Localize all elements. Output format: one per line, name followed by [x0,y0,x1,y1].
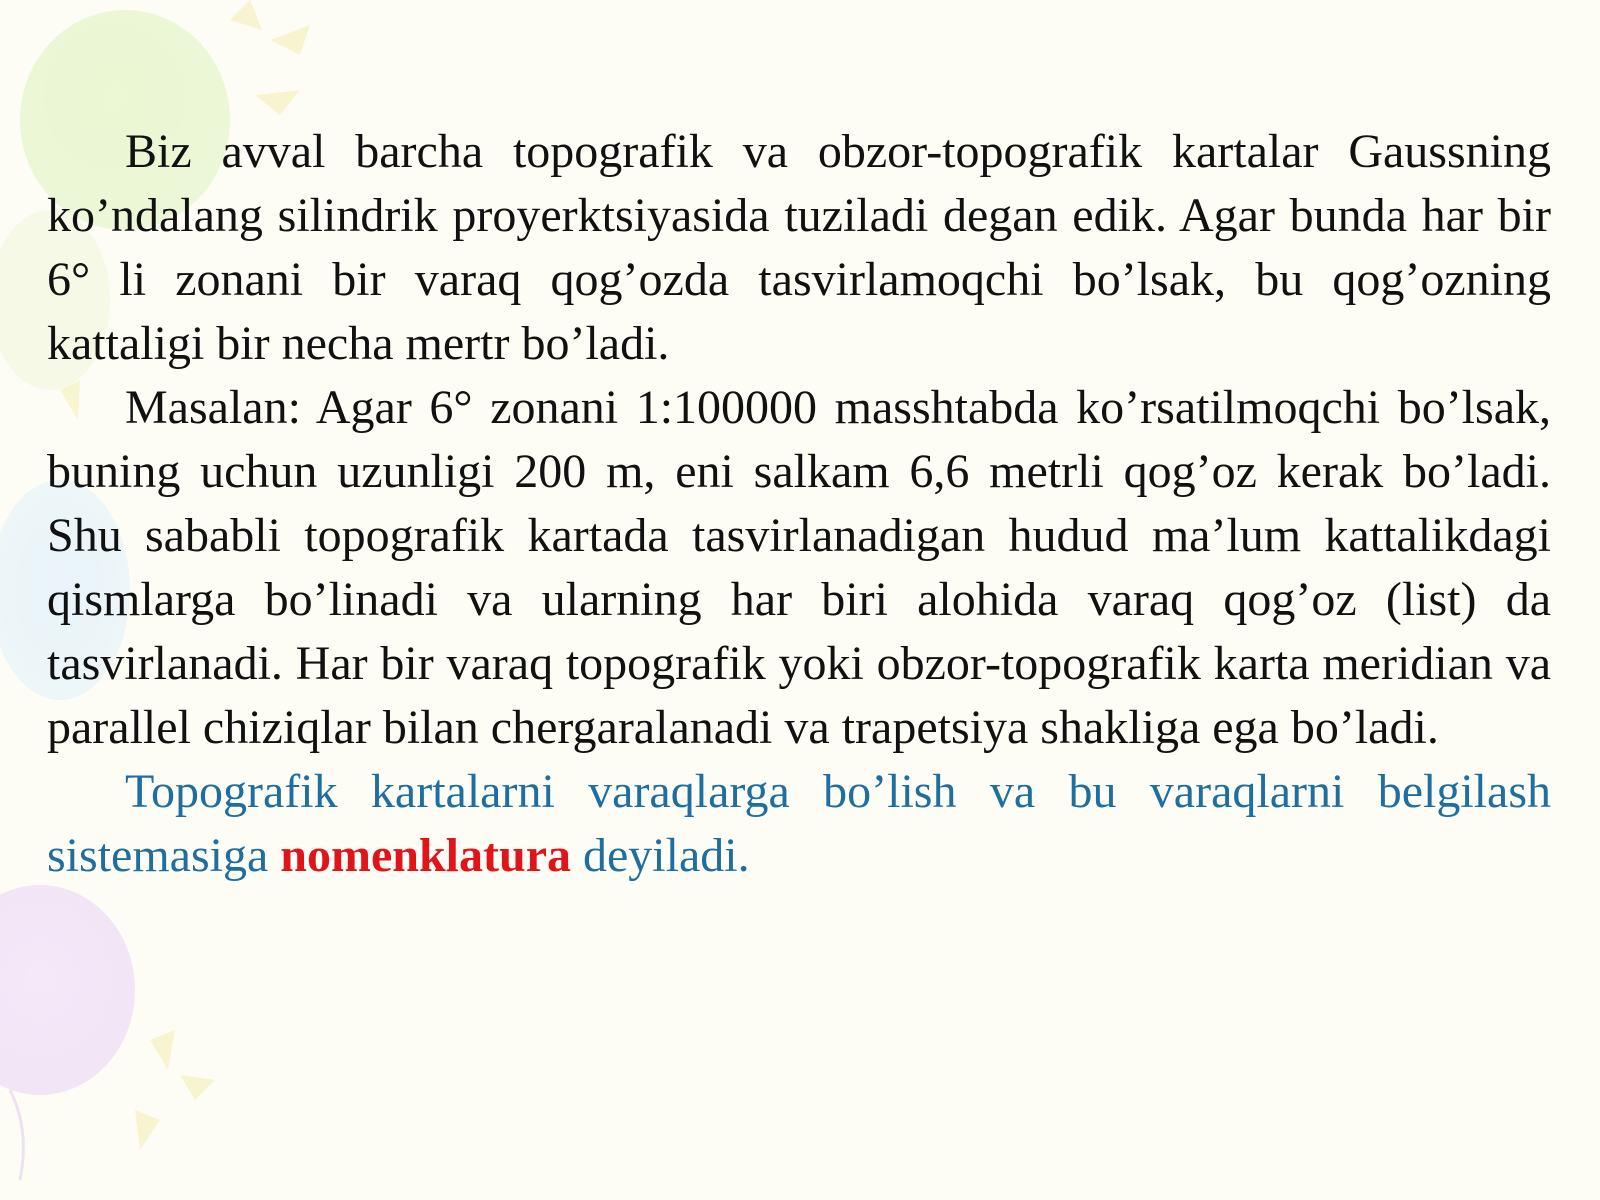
paragraph-example-scale: Masalan: Agar 6° zonani 1:100000 masshtabda ko’rsatilmoqchi bo’lsak, buning uchun uzunligi 200 m, eni salkam 6,6 metrli qog’oz kerak bo’ladi. Shu sababli topografik kartada tasvirlanadigan hudud ma’lum kattalikdagi qismlarga bo’linadi va ularning har biri alohida varaq qog’oz (list) da tasvirlanadi. Har bir varaq topografik yoki obzor-topografik karta meridian va parallel chiziqlar bilan chergaralanadi va trapetsiya shakliga ega bo’ladi. [47,381,1551,754]
definition-text-after: deyiladi. [571,829,750,882]
slide-body-text [47,120,1551,888]
paragraph-gauss-projection: Biz avval barcha topografik va obzor-topografik kartalar Gaussning ko’ndalang silindrik proyerktsiyasida tuziladi degan edik. Agar bunda har bir 6° li zonani bir varaq qog’ozda tasvirlamoqchi bo’lsak, bu qog’ozning kattaligi bir necha mertr bo’ladi. [47,125,1551,370]
definition-paragraph [47,760,1551,888]
definition-text-before: Topografik kartalarni varaqlarga bo’lish va bu varaqlarni belgilash sistemasiga [47,765,1551,882]
nomenclature-term: nomenklatura [280,829,571,882]
